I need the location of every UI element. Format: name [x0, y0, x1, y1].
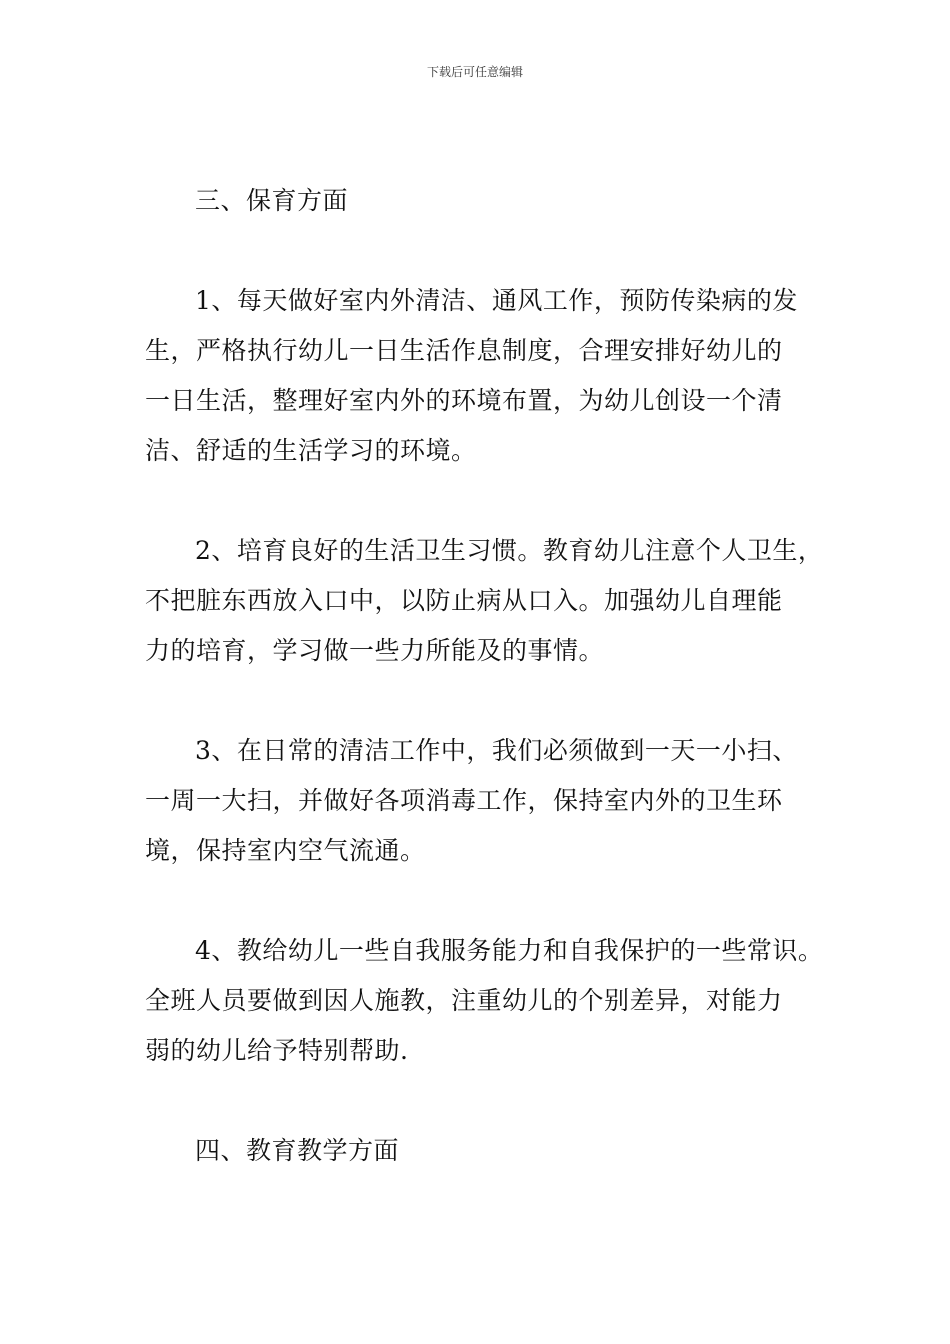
- paragraph-line: 洁、舒适的生活学习的环境。: [145, 436, 477, 465]
- paragraph-line: 不把脏东西放入口中，以防止病从口入。加强幼儿自理能: [145, 586, 783, 615]
- paragraph: [145, 726, 815, 876]
- document-body: [145, 176, 824, 1176]
- paragraph-gap: [145, 1076, 815, 1126]
- section-heading: 三、保育方面: [195, 186, 349, 215]
- paragraph-gap: [145, 876, 815, 926]
- paragraph-line: 一周一大扫，并做好各项消毒工作，保持室内外的卫生环: [145, 786, 783, 815]
- paragraph: [145, 926, 824, 1076]
- paragraph-line: 境，保持室内空气流通。: [145, 836, 426, 865]
- paragraph-line: 3、在日常的清洁工作中，我们必须做到一天一小扫、: [195, 736, 798, 765]
- paragraph-line: 生，严格执行幼儿一日生活作息制度，合理安排好幼儿的: [145, 336, 783, 365]
- paragraph-line: 力的培育，学习做一些力所能及的事情。: [145, 636, 605, 665]
- paragraph: [145, 276, 815, 476]
- paragraph: [145, 526, 824, 676]
- paragraph-line: 一日生活，整理好室内外的环境布置，为幼儿创设一个清: [145, 386, 783, 415]
- paragraph-gap: [145, 226, 815, 276]
- page-header: 下载后可任意编辑: [426, 65, 523, 79]
- paragraph-line: 全班人员要做到因人施教，注重幼儿的个别差异，对能力: [145, 986, 783, 1015]
- paragraph-line: 弱的幼儿给予特别帮助.: [145, 1036, 409, 1065]
- paragraph-line: 1、每天做好室内外清洁、通风工作，预防传染病的发: [195, 286, 798, 315]
- section-heading: 四、教育教学方面: [195, 1136, 400, 1165]
- paragraph-gap: [145, 476, 815, 526]
- paragraph-gap: [145, 676, 815, 726]
- paragraph-line: 4、教给幼儿一些自我服务能力和自我保护的一些常识。: [195, 936, 824, 965]
- paragraph-line: 2、培育良好的生活卫生习惯。教育幼儿注意个人卫生，: [195, 536, 824, 565]
